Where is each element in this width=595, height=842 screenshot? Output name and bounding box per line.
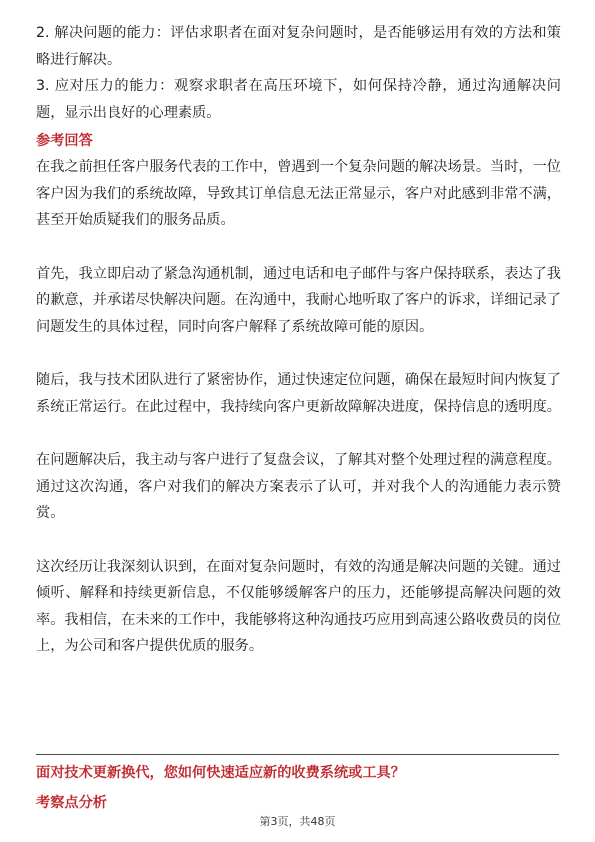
paragraph-gap (36, 420, 561, 447)
answer-paragraph-1: 在我之前担任客户服务代表的工作中，曾遇到一个复杂问题的解决场景。当时，一位客户因为我们的系统故障，导致其订单信息无法正常显示，客户对此感到非常不满，甚至开始质疑我们的服务品质。 (36, 159, 561, 228)
paragraph-gap (36, 527, 561, 554)
answer-paragraph-5: 这次经历让我深刻认识到，在面对复杂问题时，有效的沟通是解决问题的关键。通过倾听、解释和持续更新信息，不仅能够缓解客户的压力，还能够提高解决问题的效率。我相信，在未来的工作中，我能够将这种沟通技巧应用到高速公路收费员的岗位上，为公司和客户提供优质的服务。 (36, 558, 561, 654)
answer-label: 参考回答 (36, 133, 93, 149)
next-question-heading: 面对技术更新换代，您如何快速适应新的收费系统或工具？ (36, 765, 405, 781)
criterion-item-3: 3. 应对压力的能力：观察求职者在高压环境下，如何保持冷静，通过沟通解决问题，显示出良好的心理素质。 (36, 78, 561, 121)
answer-paragraph-2: 首先，我立即启动了紧急沟通机制，通过电话和电子邮件与客户保持联系，表达了我的歉意，并承诺尽快解决问题。在沟通中，我耐心地听取了客户的诉求，详细记录了问题发生的具体过程，同时向客户解释了系统故障可能的原因。 (36, 265, 561, 335)
answer-paragraph-4: 在问题解决后，我主动与客户进行了复盘会议，了解其对整个处理过程的满意程度。通过这次沟通，客户对我们的解决方案表示了认可，并对我个人的沟通能力表示赞赏。 (36, 452, 561, 521)
paragraph-gap (36, 234, 561, 261)
answer-paragraph-3: 随后，我与技术团队进行了紧密协作，通过快速定位问题，确保在最短时间内恢复了系统正常运行。在此过程中，我持续向客户更新故障解决进度，保持信息的透明度。 (36, 372, 561, 415)
section-divider (36, 754, 559, 755)
paragraph-gap (36, 340, 561, 367)
page-footer: 第3页，共48页 (259, 815, 336, 828)
criterion-item-2: 2. 解决问题的能力：评估求职者在面对复杂问题时，是否能够运用有效的方法和策略进行解决。 (36, 25, 561, 68)
page-content (36, 20, 561, 660)
analysis-label: 考察点分析 (36, 795, 107, 811)
